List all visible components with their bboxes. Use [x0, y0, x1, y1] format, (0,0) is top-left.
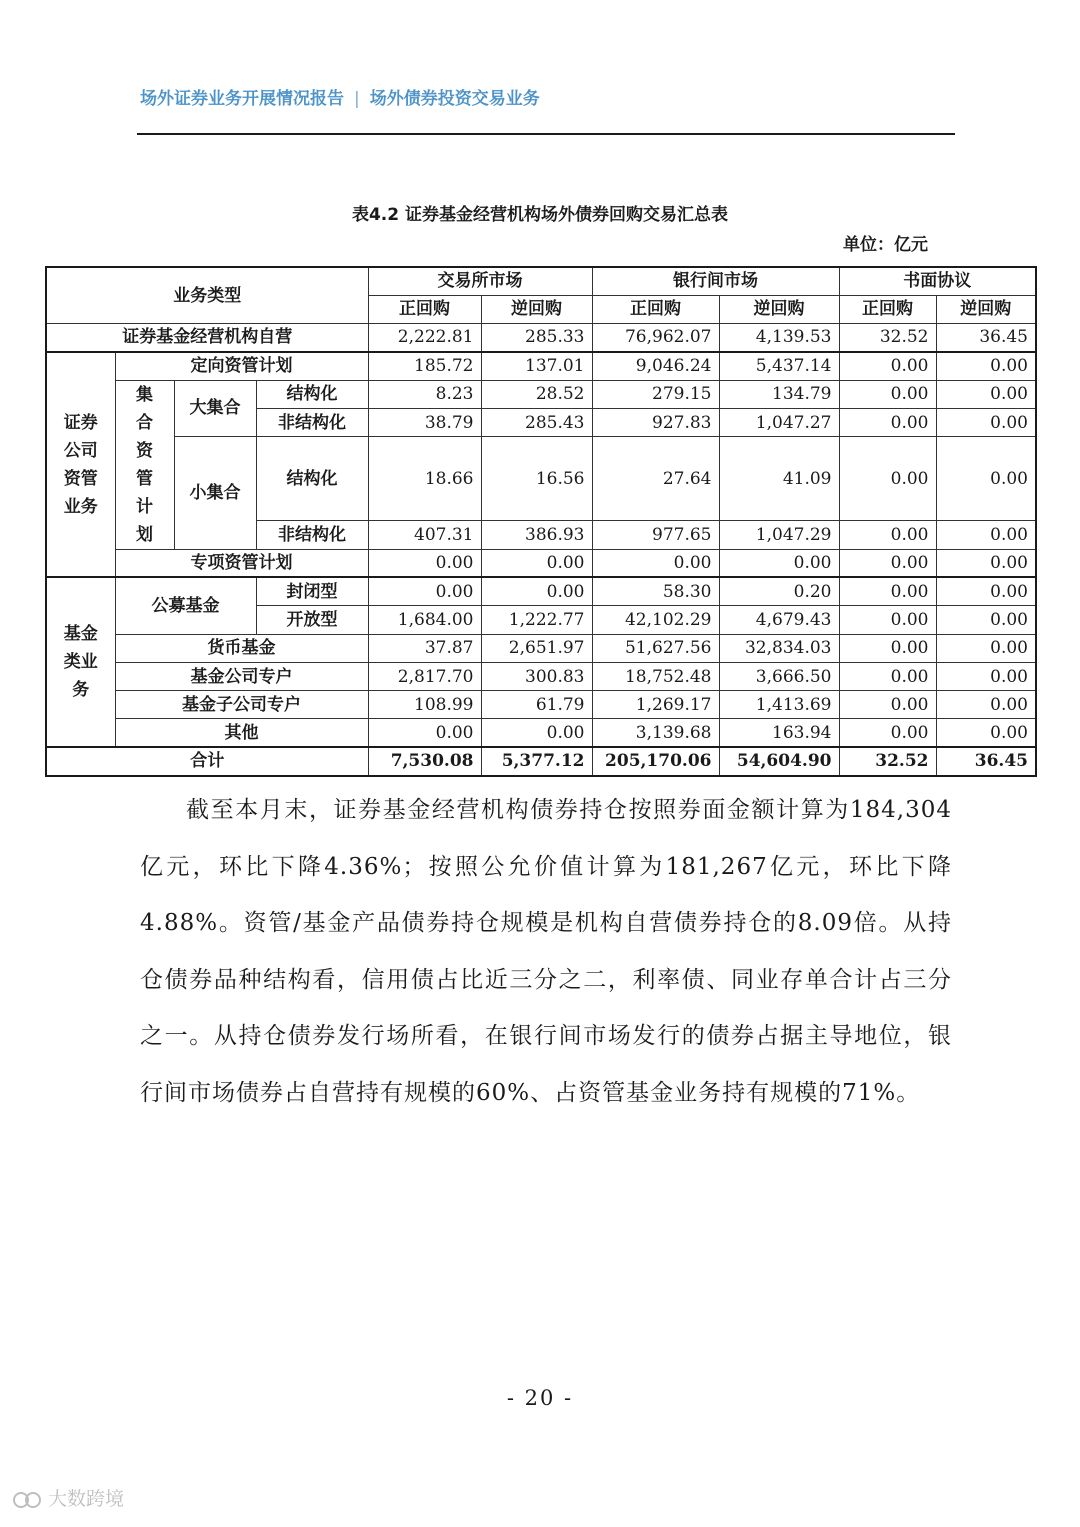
value-cell: 0.00: [839, 634, 936, 662]
page-number: - 20 -: [506, 1386, 574, 1410]
value-cell: 0.00: [719, 549, 839, 577]
value-cell: 279.15: [592, 380, 719, 408]
group-label-collective: 集合资管计划: [115, 380, 174, 549]
value-cell: 407.31: [368, 521, 481, 549]
value-cell: 285.43: [481, 408, 592, 436]
watermark: [12, 1484, 124, 1511]
value-cell: 0.00: [936, 380, 1036, 408]
value-cell: 41.09: [719, 437, 839, 521]
table-row: [46, 719, 1036, 747]
table-row: [46, 352, 1036, 380]
value-cell: 0.00: [481, 719, 592, 747]
value-cell: 58.30: [592, 577, 719, 605]
value-cell: 977.65: [592, 521, 719, 549]
value-cell: 4,679.43: [719, 606, 839, 634]
table-row: [46, 324, 1036, 352]
value-cell: 32.52: [839, 747, 936, 775]
paragraph-text: 截至本月末，证券基金经营机构债券持仓按照券面金额计算为184,304亿元，环比下降4.36%；按照公允价值计算为181,267亿元，环比下降 4.88%。资管/基金产品债券持仓规模是机构自营债券持仓的8.09倍。从持仓债券品种结构看，信用债占比近三分之二，利率债、同业存单合计占三分之一。从持仓债券发行场所看，在银行间市场发行的债券占据主导地位，银行间市场债券占自营持有规模的60%、占资管基金业务持有规模的71%。: [140, 797, 952, 1106]
value-cell: 285.33: [481, 324, 592, 352]
row-label: 货币基金: [115, 634, 368, 662]
group-label-small-collective: 小集合: [174, 437, 256, 549]
header-reverse-repo: 逆回购: [936, 295, 1036, 323]
row-label: 其他: [115, 719, 368, 747]
repo-summary-table: [45, 266, 1037, 777]
table-row: [46, 437, 1036, 521]
header-rule: [137, 133, 955, 135]
value-cell: 0.00: [839, 352, 936, 380]
value-cell: 32.52: [839, 324, 936, 352]
value-cell: 1,269.17: [592, 691, 719, 719]
value-cell: 0.00: [368, 549, 481, 577]
value-cell: 2,222.81: [368, 324, 481, 352]
table-row: [46, 380, 1036, 408]
header-repo: 正回购: [592, 295, 719, 323]
value-cell: 0.00: [368, 719, 481, 747]
header-separator: |: [354, 89, 360, 109]
header-written: 书面协议: [839, 267, 1036, 295]
table-caption: 表4.2 证券基金经营机构场外债券回购交易汇总表: [351, 205, 729, 225]
header-biz-type: 业务类型: [46, 267, 368, 324]
value-cell: 28.52: [481, 380, 592, 408]
row-label: 非结构化: [256, 408, 368, 436]
header-exchange: 交易所市场: [368, 267, 592, 295]
table-row: [46, 549, 1036, 577]
value-cell: 1,684.00: [368, 606, 481, 634]
value-cell: 36.45: [936, 324, 1036, 352]
group-label-sec-assets: 证券公司资管业务: [46, 352, 115, 578]
value-cell: 1,413.69: [719, 691, 839, 719]
value-cell: 18,752.48: [592, 662, 719, 690]
value-cell: 7,530.08: [368, 747, 481, 775]
row-label: 定向资管计划: [115, 352, 368, 380]
row-label: 结构化: [256, 380, 368, 408]
value-cell: 1,222.77: [481, 606, 592, 634]
table-row: [46, 662, 1036, 690]
value-cell: 36.45: [936, 747, 1036, 775]
row-label: 合计: [46, 747, 368, 775]
value-cell: 0.00: [368, 577, 481, 605]
header-repo: 正回购: [839, 295, 936, 323]
value-cell: 0.00: [839, 408, 936, 436]
value-cell: 0.00: [936, 634, 1036, 662]
value-cell: 0.00: [936, 408, 1036, 436]
table-row: [46, 577, 1036, 605]
body-paragraph: [140, 782, 952, 1122]
value-cell: 0.00: [936, 352, 1036, 380]
value-cell: 0.00: [839, 606, 936, 634]
value-cell: 205,170.06: [592, 747, 719, 775]
row-label: 封闭型: [256, 577, 368, 605]
value-cell: 8.23: [368, 380, 481, 408]
header-interbank: 银行间市场: [592, 267, 839, 295]
value-cell: 300.83: [481, 662, 592, 690]
table-row: [46, 691, 1036, 719]
value-cell: 0.00: [481, 577, 592, 605]
page-header: [140, 84, 540, 109]
value-cell: 32,834.03: [719, 634, 839, 662]
value-cell: 0.00: [936, 606, 1036, 634]
header-reverse-repo: 逆回购: [719, 295, 839, 323]
value-cell: 386.93: [481, 521, 592, 549]
row-label: 非结构化: [256, 521, 368, 549]
row-label: 基金子公司专户: [115, 691, 368, 719]
value-cell: 38.79: [368, 408, 481, 436]
group-label-large-collective: 大集合: [174, 380, 256, 437]
row-label: 结构化: [256, 437, 368, 521]
value-cell: 1,047.27: [719, 408, 839, 436]
value-cell: 0.00: [839, 380, 936, 408]
value-cell: 0.20: [719, 577, 839, 605]
value-cell: 0.00: [839, 577, 936, 605]
watermark-text: 大数跨境: [48, 1488, 125, 1510]
value-cell: 0.00: [936, 577, 1036, 605]
value-cell: 4,139.53: [719, 324, 839, 352]
value-cell: 37.87: [368, 634, 481, 662]
value-cell: 9,046.24: [592, 352, 719, 380]
value-cell: 5,377.12: [481, 747, 592, 775]
header-repo: 正回购: [368, 295, 481, 323]
value-cell: 3,139.68: [592, 719, 719, 747]
value-cell: 108.99: [368, 691, 481, 719]
group-label-mutual-fund: 公募基金: [115, 577, 256, 634]
value-cell: 42,102.29: [592, 606, 719, 634]
watermark-logo-icon: [12, 1489, 42, 1511]
value-cell: 134.79: [719, 380, 839, 408]
value-cell: 76,962.07: [592, 324, 719, 352]
group-label-fund-business: 基金类业务: [46, 577, 115, 747]
row-label: 专项资管计划: [115, 549, 368, 577]
value-cell: 0.00: [839, 691, 936, 719]
value-cell: 16.56: [481, 437, 592, 521]
value-cell: 0.00: [936, 719, 1036, 747]
value-cell: 0.00: [592, 549, 719, 577]
value-cell: 927.83: [592, 408, 719, 436]
total-row: [46, 747, 1036, 775]
value-cell: 51,627.56: [592, 634, 719, 662]
header-reverse-repo: 逆回购: [481, 295, 592, 323]
value-cell: 0.00: [839, 521, 936, 549]
header-row-markets: [46, 267, 1036, 295]
value-cell: 2,651.97: [481, 634, 592, 662]
value-cell: 0.00: [936, 691, 1036, 719]
value-cell: 185.72: [368, 352, 481, 380]
value-cell: 18.66: [368, 437, 481, 521]
value-cell: 0.00: [839, 662, 936, 690]
header-section-title: 场外债券投资交易业务: [369, 89, 540, 109]
value-cell: 0.00: [481, 549, 592, 577]
header-report-title: 场外证券业务开展情况报告: [140, 89, 344, 109]
value-cell: 137.01: [481, 352, 592, 380]
value-cell: 54,604.90: [719, 747, 839, 775]
table-unit: 单位：亿元: [843, 235, 928, 255]
row-label: 开放型: [256, 606, 368, 634]
value-cell: 0.00: [936, 549, 1036, 577]
value-cell: 0.00: [936, 521, 1036, 549]
value-cell: 61.79: [481, 691, 592, 719]
value-cell: 0.00: [839, 549, 936, 577]
table-row: [46, 634, 1036, 662]
value-cell: 163.94: [719, 719, 839, 747]
row-label: 证券基金经营机构自营: [46, 324, 368, 352]
value-cell: 0.00: [839, 437, 936, 521]
value-cell: 2,817.70: [368, 662, 481, 690]
value-cell: 1,047.29: [719, 521, 839, 549]
row-label: 基金公司专户: [115, 662, 368, 690]
value-cell: 0.00: [936, 437, 1036, 521]
value-cell: 3,666.50: [719, 662, 839, 690]
value-cell: 0.00: [839, 719, 936, 747]
value-cell: 0.00: [936, 662, 1036, 690]
value-cell: 5,437.14: [719, 352, 839, 380]
value-cell: 27.64: [592, 437, 719, 521]
